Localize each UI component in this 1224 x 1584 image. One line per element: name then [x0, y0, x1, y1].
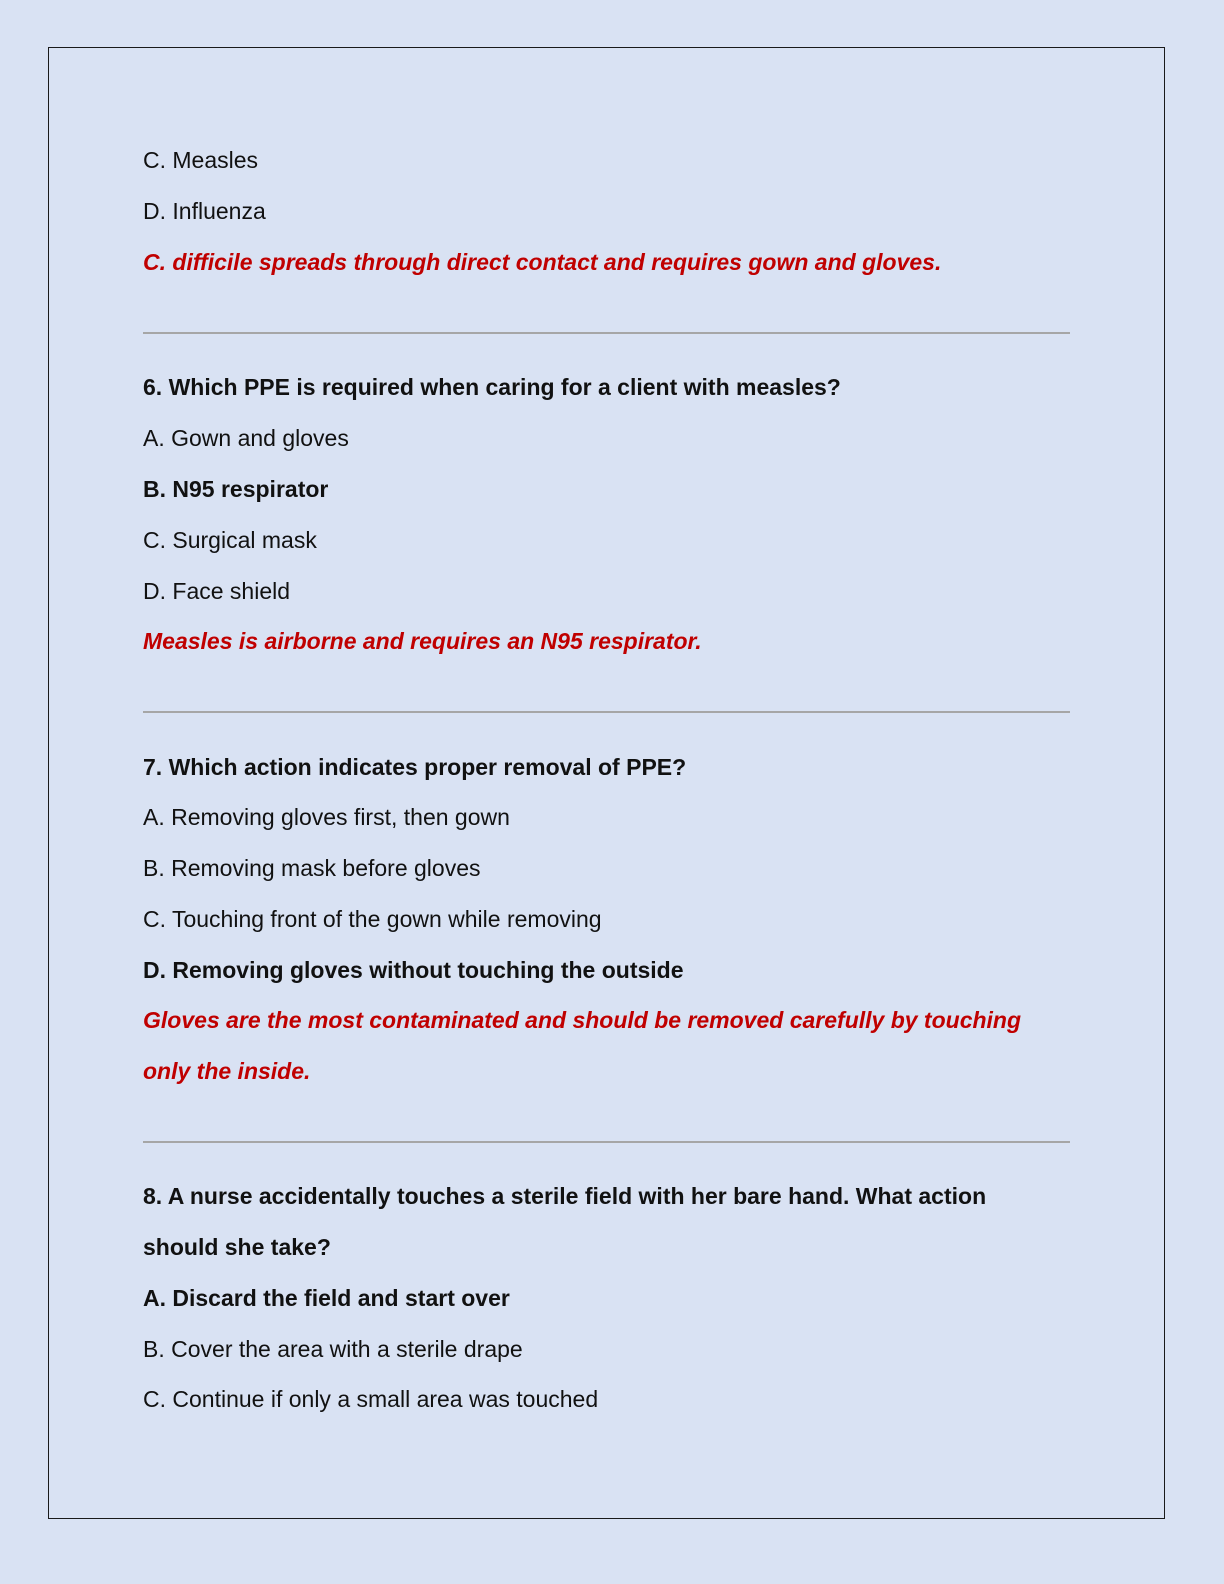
q5-option-c: C. Measles: [143, 147, 259, 173]
q6-option-d: D. Face shield: [143, 578, 291, 604]
q8-option-b: B. Cover the area with a sterile drape: [143, 1336, 523, 1362]
q5-option-d: D. Influenza: [143, 198, 266, 224]
q8-option-c: C. Continue if only a small area was touched: [143, 1386, 599, 1412]
divider-q7: [143, 1141, 1070, 1143]
q7-rationale-line2: only the inside.: [143, 1058, 311, 1084]
divider-q6: [143, 711, 1070, 713]
q7-question: 7. Which action indicates proper removal of PPE?: [143, 754, 687, 780]
q7-rationale-line1: Gloves are the most contaminated and should be removed carefully by touching: [143, 1007, 1022, 1033]
q6-option-a: A. Gown and gloves: [143, 425, 349, 451]
q6-option-b-correct: B. N95 respirator: [143, 476, 329, 502]
q7-option-b: B. Removing mask before gloves: [143, 855, 481, 881]
q8-question-line2: should she take?: [143, 1234, 331, 1260]
q7-option-d-correct: D. Removing gloves without touching the outside: [143, 957, 684, 983]
divider-q5: [143, 332, 1070, 334]
q8-option-a-correct: A. Discard the field and start over: [143, 1285, 510, 1311]
q6-option-c: C. Surgical mask: [143, 527, 317, 553]
q6-rationale: Measles is airborne and requires an N95 respirator.: [143, 628, 702, 654]
q5-rationale: C. difficile spreads through direct contact and requires gown and gloves.: [143, 249, 942, 275]
q6-question: 6. Which PPE is required when caring for a client with measles?: [143, 374, 841, 400]
q7-option-c: C. Touching front of the gown while removing: [143, 906, 602, 932]
q8-question-line1: 8. A nurse accidentally touches a sterile field with her bare hand. What action: [143, 1183, 987, 1209]
q7-option-a: A. Removing gloves first, then gown: [143, 804, 510, 830]
